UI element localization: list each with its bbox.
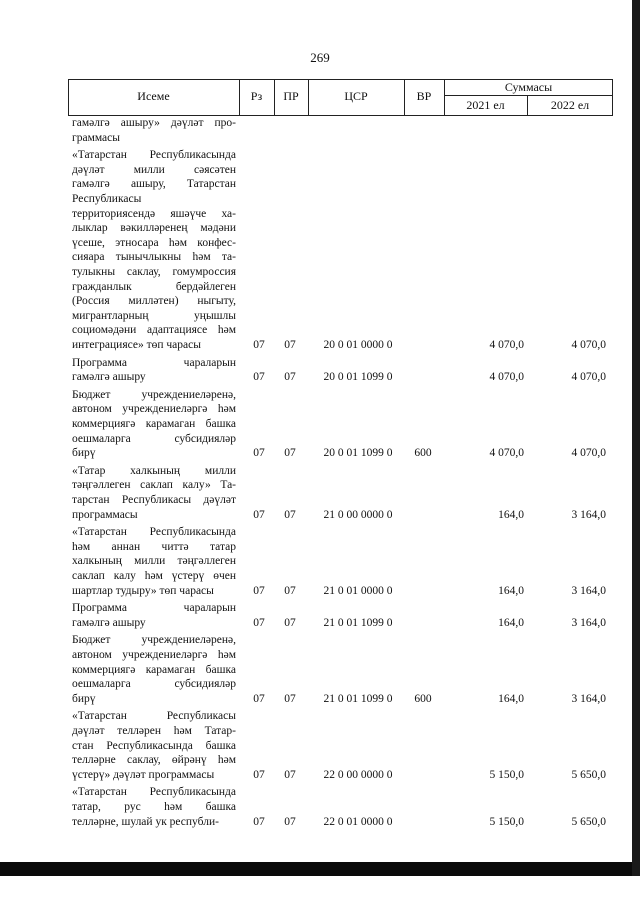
row-name-line: тәңгәллеген саклап калу» Та- <box>72 479 236 492</box>
row-name-line: программасы <box>72 508 138 521</box>
row-csr: 21 0 00 0000 0 <box>323 508 393 521</box>
row-pr: 07 <box>284 768 296 781</box>
table-row <box>68 388 613 461</box>
row-rz: 07 <box>253 447 265 460</box>
row-pr: 07 <box>284 815 296 828</box>
header-rz: Рз <box>250 89 263 103</box>
row-name-line: оешмаларга субсидияләр <box>72 432 236 445</box>
row-sum-2022: 3 164,0 <box>571 692 606 705</box>
row-sum-2021: 4 070,0 <box>489 447 524 460</box>
row-name-line: стан Республикасында башка <box>72 739 236 752</box>
row-name-line: «Татарстан Республикасы <box>72 710 236 723</box>
row-name-line: үсеше, этносара һәм конфес- <box>72 236 236 249</box>
row-name-line: гамәлгә ашыру» дәүләт про- <box>72 117 236 129</box>
row-name <box>72 601 236 630</box>
row-name-line: мигрантларның уңышлы <box>72 309 236 322</box>
table-row <box>68 464 613 522</box>
row-csr: 20 0 01 1099 0 <box>323 371 393 384</box>
scan-bottom-edge <box>0 862 640 876</box>
row-sum-2022: 3 164,0 <box>571 584 606 597</box>
row-vr: 600 <box>414 447 432 460</box>
row-name-line: автоном учреждениеләргә һәм <box>72 648 236 661</box>
row-pr: 07 <box>284 584 296 597</box>
row-rz: 07 <box>253 371 265 384</box>
row-name-line: Республикасы <box>72 192 142 205</box>
row-name-line: гамәлгә ашыру <box>72 616 146 629</box>
row-name-line: социомәдәни адаптациясе һәм <box>72 324 236 337</box>
row-pr: 07 <box>284 338 296 351</box>
row-name-line: телләрне саклау, өйрәнү һәм <box>72 754 236 767</box>
row-csr: 21 0 01 1099 0 <box>323 692 393 705</box>
row-name <box>72 525 236 598</box>
header-year-2021: 2021 ел <box>466 98 505 112</box>
row-name-line: татар, рус һәм башка <box>72 800 236 813</box>
row-name-line: бирү <box>72 447 96 460</box>
row-sum-2021: 164,0 <box>498 584 524 597</box>
row-sum-2022: 3 164,0 <box>571 508 606 521</box>
row-name-line: үстерү» дәүләт программасы <box>72 768 215 781</box>
row-name <box>72 464 236 522</box>
row-name <box>72 709 236 782</box>
row-rz: 07 <box>253 616 265 629</box>
row-name-line: оешмаларга субсидияләр <box>72 678 236 691</box>
row-name-line: территориясендә яшәүче ха- <box>72 207 236 220</box>
row-name-line: саклап калу һәм үстерү өчен <box>72 569 236 582</box>
row-name-line: дәүләт телләрен һәм Татар- <box>72 724 236 737</box>
row-name <box>72 633 236 706</box>
row-rz: 07 <box>253 584 265 597</box>
row-name-line: Программа чараларын <box>72 602 236 615</box>
row-vr: 600 <box>414 692 432 705</box>
table-row <box>68 633 613 706</box>
row-rz: 07 <box>253 815 265 828</box>
row-name-line: халкының милли тәңгәллеген <box>72 555 236 568</box>
row-sum-2021: 164,0 <box>498 692 524 705</box>
row-name-line: һәм аннан читтә татар <box>72 540 236 553</box>
table-row <box>68 356 613 385</box>
row-name-line: (Россия милләтен) ныгыту, <box>72 295 236 308</box>
row-name-line: дәүләт милли сәясәтен <box>72 163 236 176</box>
table-row <box>68 525 613 598</box>
scan-right-edge <box>632 0 640 876</box>
table-row <box>68 601 613 630</box>
row-csr: 20 0 01 1099 0 <box>323 447 393 460</box>
row-csr: 21 0 01 0000 0 <box>323 584 393 597</box>
row-pr: 07 <box>284 371 296 384</box>
row-pr: 07 <box>284 508 296 521</box>
row-pr: 07 <box>284 447 296 460</box>
table-row <box>68 785 613 829</box>
header-pr: ПР <box>283 89 299 103</box>
row-sum-2022: 5 650,0 <box>571 815 606 828</box>
row-csr: 20 0 01 0000 0 <box>323 338 393 351</box>
row-sum-2022: 3 164,0 <box>571 616 606 629</box>
row-name-line: гамәлгә ашыру, Татарстан <box>72 178 236 191</box>
row-name-line: бирү <box>72 692 96 705</box>
row-sum-2021: 5 150,0 <box>489 815 524 828</box>
table-header <box>68 79 613 115</box>
row-sum-2021: 4 070,0 <box>489 371 524 384</box>
row-name-line: «Татар халкының милли <box>72 464 236 477</box>
table-row <box>68 709 613 782</box>
row-name-line: гамәлгә ашыру <box>72 371 146 384</box>
row-sum-2022: 4 070,0 <box>571 371 606 384</box>
row-name-line: «Татарстан Республикасында <box>72 526 236 539</box>
row-name-line: тулыкны саклау, гомумроссия <box>72 265 236 278</box>
row-name-line: лыклар вәкилләренең мәдәни <box>72 222 236 235</box>
row-name-line: сияара тынычлыкны һәм та- <box>72 251 236 264</box>
row-name-line: «Татарстан Республикасында <box>72 786 236 799</box>
row-pr: 07 <box>284 692 296 705</box>
row-name-line: коммерциягә карамаган башка <box>72 417 236 430</box>
row-sum-2021: 4 070,0 <box>489 338 524 351</box>
table-row <box>68 116 613 145</box>
row-name-line: телләрне, шулай ук республи- <box>72 815 219 828</box>
row-sum-2022: 4 070,0 <box>571 338 606 351</box>
row-name-line: тарстан Республикасы дәүләт <box>72 493 236 506</box>
row-csr: 22 0 01 0000 0 <box>323 815 393 828</box>
row-rz: 07 <box>253 692 265 705</box>
row-rz: 07 <box>253 508 265 521</box>
header-name: Исеме <box>137 89 170 103</box>
row-rz: 07 <box>253 768 265 781</box>
row-name-line: Бюджет учреждениеләренә, <box>72 634 236 647</box>
row-name-line: автоном учреждениеләргә һәм <box>72 403 236 416</box>
row-name-line: коммерциягә карамаган башка <box>72 663 236 676</box>
row-name-line: «Татарстан Республикасында <box>72 149 236 162</box>
row-name-line: гражданлык бердәйлеген <box>72 280 236 293</box>
row-csr: 21 0 01 1099 0 <box>323 616 393 629</box>
row-pr: 07 <box>284 616 296 629</box>
row-sum-2021: 164,0 <box>498 508 524 521</box>
row-name-line: интеграциясе» төп чарасы <box>72 338 201 351</box>
row-name-line: Бюджет учреждениеләренә, <box>72 388 236 401</box>
row-name-line: Программа чараларын <box>72 356 236 369</box>
row-name <box>72 388 236 461</box>
header-year-2022: 2022 ел <box>550 98 590 112</box>
row-name <box>72 356 236 385</box>
header-vr: ВР <box>416 89 432 103</box>
row-sum-2021: 5 150,0 <box>489 768 524 781</box>
row-sum-2022: 4 070,0 <box>571 447 606 460</box>
row-sum-2022: 5 650,0 <box>571 768 606 781</box>
header-csr: ЦСР <box>344 89 368 103</box>
row-name <box>72 148 236 352</box>
row-name <box>72 116 236 145</box>
row-name-line: шартлар тудыру» төп чарасы <box>72 584 214 597</box>
header-sums: Суммасы <box>504 80 553 94</box>
row-rz: 07 <box>253 338 265 351</box>
row-name-line: граммасы <box>72 131 120 144</box>
table-row <box>68 148 613 352</box>
row-sum-2021: 164,0 <box>498 616 524 629</box>
page-number: 269 <box>310 50 330 65</box>
row-name <box>72 785 236 829</box>
sums-divider <box>444 95 613 96</box>
row-csr: 22 0 00 0000 0 <box>323 768 393 781</box>
